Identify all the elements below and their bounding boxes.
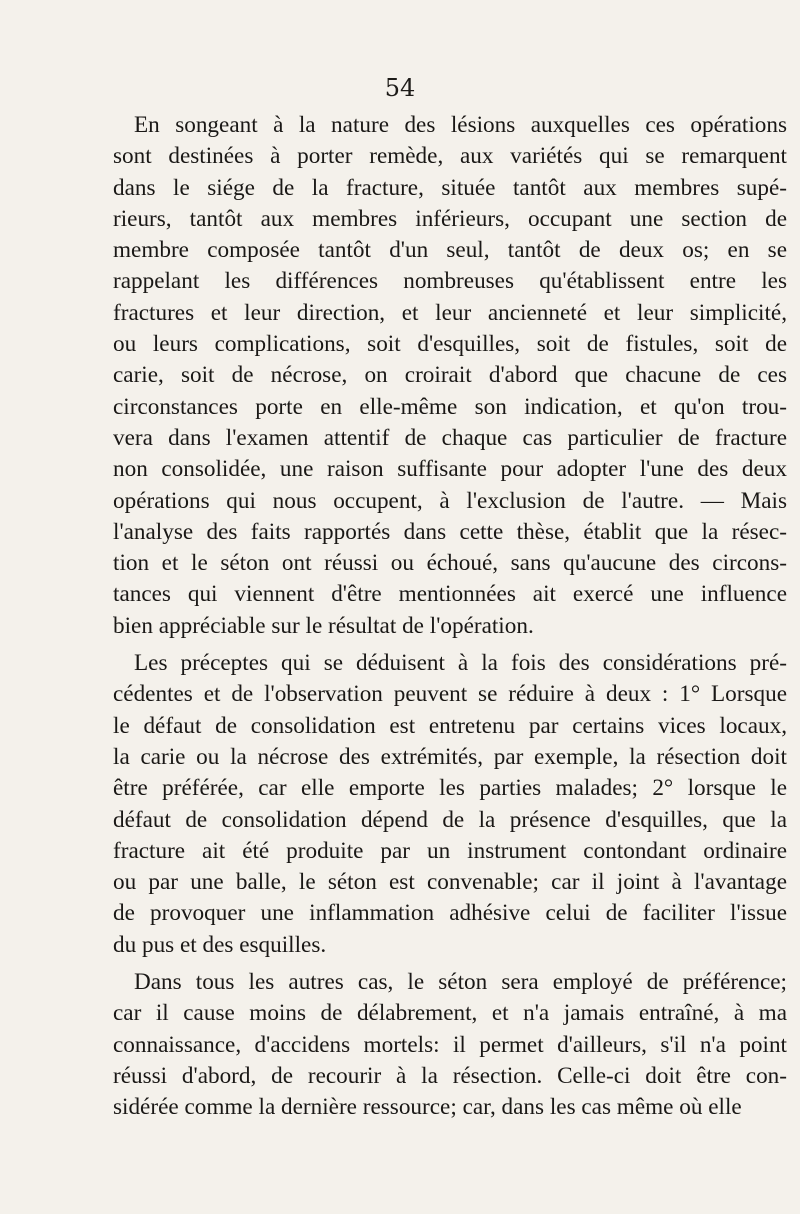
text-line: défaut de consolidation dépend de la présence d'esquilles, que la xyxy=(113,806,787,833)
text-line: En songeant à la nature des lésions auxquelles ces opérations xyxy=(134,112,787,138)
text-line: bien appréciable sur le résultat de l'opération. xyxy=(113,612,534,639)
text-line: carie, soit de nécrose, on croirait d'abord que chacune de ces xyxy=(113,362,787,389)
text-line: réussi d'abord, de recourir à la résection. Celle-ci doit être con- xyxy=(113,1062,787,1089)
text-line: fracture ait été produite par un instrument contondant ordinaire xyxy=(113,837,787,864)
text-line: le défaut de consolidation est entretenu par certains vices locaux, xyxy=(113,712,787,739)
paragraph-3 xyxy=(113,967,787,1123)
page-number: 54 xyxy=(384,74,416,102)
text-line: sont destinées à porter remède, aux variétés qui se remarquent xyxy=(113,143,787,170)
paragraph-1 xyxy=(113,110,787,642)
text-line: non consolidée, une raison suffisante pour adopter l'une des deux xyxy=(113,456,787,483)
text-line: du pus et des esquilles. xyxy=(113,931,327,958)
text-line: tances qui viennent d'être mentionnées ait exercé une influence xyxy=(113,581,787,608)
text-line: rieurs, tantôt aux membres inférieurs, occupant une section de xyxy=(113,205,787,232)
text-line: sidérée comme la dernière ressource; car, dans les cas même où elle xyxy=(113,1094,742,1121)
text-line: Les préceptes qui se déduisent à la fois des considérations pré- xyxy=(134,650,787,677)
text-line: l'analyse des faits rapportés dans cette thèse, établit que la résec- xyxy=(113,518,787,545)
text-line: rappelant les différences nombreuses qu'établissent entre les xyxy=(113,268,787,295)
text-line: membre composée tantôt d'un seul, tantôt de deux os; en se xyxy=(113,237,787,264)
text-line: opérations qui nous occupent, à l'exclusion de l'autre. — Mais xyxy=(113,487,787,514)
text-line: circonstances porte en elle-même son indication, et qu'on trou- xyxy=(113,393,787,420)
text-line: vera dans l'examen attentif de chaque cas particulier de fracture xyxy=(113,424,787,451)
text-line: ou leurs complications, soit d'esquilles, soit de fistules, soit de xyxy=(113,331,787,358)
text-line: dans le siége de la fracture, située tantôt aux membres supé- xyxy=(113,174,787,201)
text-line: fractures et leur direction, et leur ancienneté et leur simplicité, xyxy=(113,299,787,326)
text-line: ou par une balle, le séton est convenable; car il joint à l'avantage xyxy=(113,869,787,896)
text-line: connaissance, d'accidens mortels: il permet d'ailleurs, s'il n'a point xyxy=(113,1031,787,1058)
text-line: de provoquer une inflammation adhésive celui de faciliter l'issue xyxy=(113,900,787,927)
text-line: Dans tous les autres cas, le séton sera employé de préférence; xyxy=(134,969,787,996)
text-line: tion et le séton ont réussi ou échoué, sans qu'aucune des circons- xyxy=(113,550,787,577)
text-line: être préférée, car elle emporte les parties malades; 2° lorsque le xyxy=(113,775,787,802)
paragraph-2 xyxy=(113,648,787,961)
text-line: car il cause moins de délabrement, et n'a jamais entraîné, à ma xyxy=(113,1000,787,1027)
text-line: cédentes et de l'observation peuvent se réduire à deux : 1° Lorsque xyxy=(113,681,787,708)
body-text xyxy=(113,110,787,1124)
text-line: la carie ou la nécrose des extrémités, par exemple, la résection doit xyxy=(113,743,787,770)
